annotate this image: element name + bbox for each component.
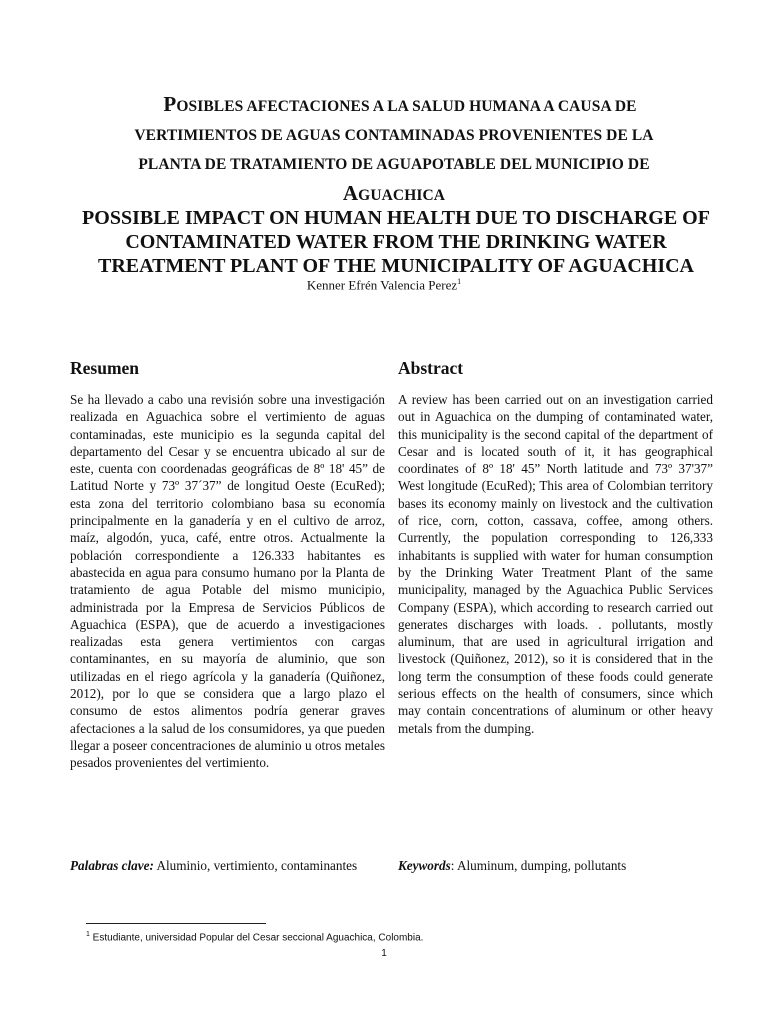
abstract-text: A review has been carried out on an investigation carried out in Aguachica on the dumping of contaminated water, this municipality is the second capital of the department of Cesar and is located south of it, it has geographical coordinates of 8º 18' 45” North latitude and 73º 37'37” West longitude (EcuRed); This area of Colombian territory bases its economy mainly on livestock and the cultivation of rice, corn, cotton, cassava, coffee, among others. Currently, the population corresponding to 126,333 inhabitants is supplied with water for human consumption by the Drinking Water Treatment Plant of the same municipality, managed by the Aguachica Public Services Company (ESPA), which according to research carried out generates discharges with loads. . pollutants, mostly aluminum, that are used in agricultural irrigation and livestock (Quiñonez, 2012), so it is considered that in the long term the consumption of these foods could generate serious effects on the health of consumers, since which may contain concentrations of aluminum or other heavy metals from the dumping.	[398, 392, 713, 736]
spanish-title-line-2: VERTIMIENTOS DE AGUAS CONTAMINADAS PROVENIENTES DE LA	[134, 127, 654, 144]
palabras-clave-label: Palabras clave:	[70, 858, 154, 873]
resumen-text: Se ha llevado a cabo una revisión sobre una investigación realizada en Aguachica sobre el vertimiento de aguas contaminadas, este municipio es la segunda capital del departamento del Cesar y se encuentra ubicado al sur de este, cuenta con coordenadas geográficas de 8º 18' 45” de Latitud Norte y 73º 37´37” de longitud Oeste (EcuRed); esta zona del territorio colombiano basa su economía principalmente en la ganadería y en el cultivo de arroz, maíz, algodón, yuca, café, entre otros. Actualmente la población correspondiente a 126.333 habitantes es abastecida en agua para consumo humano por la Planta de tratamiento de agua Potable del mismo municipio, administrada por la Empresa de Servicios Públicos de Aguachica (ESPA), que de acuerdo a investigaciones realizadas esta genera vertimientos con cargas contaminantes, en su mayoría de aluminio, que son utilizadas en el riego agrícola y la ganadería (Quiñonez, 2012), por lo que se considera que a largo plazo el consumo de estos alimentos podría generar graves afectaciones a la salud de los consumidores, ya que pueden llegar a poseer concentraciones de aluminio u otros metales pesados provenientes del vertimiento.	[70, 392, 385, 771]
page-number: 1	[381, 948, 387, 959]
author-footnote-mark: 1	[457, 277, 462, 286]
resumen-heading: Resumen	[70, 358, 140, 378]
palabras-clave	[70, 857, 385, 874]
abstract-heading: Abstract	[398, 358, 464, 378]
spanish-title-initial: P	[163, 92, 177, 116]
footnote-divider	[86, 923, 266, 924]
palabras-clave-text: Aluminio, vertimiento, contaminantes	[153, 858, 358, 873]
english-title: POSSIBLE IMPACT ON HUMAN HEALTH DUE TO DISCHARGE OF CONTAMINATED WATER FROM THE DRINKING WATER TREATMENT PLANT OF THE MUNICIPALITY OF AGUACHICA	[82, 207, 710, 277]
spanish-title-initial-2: A	[342, 181, 359, 205]
keywords-label: Keywords	[398, 858, 451, 873]
keywords-text: : Aluminum, dumping, pollutants	[450, 858, 627, 873]
footnote	[86, 931, 423, 943]
footnote-text: Estudiante, universidad Popular del Cesar seccional Aguachica, Colombia.	[89, 932, 424, 944]
spanish-title-line-1: OSIBLES AFECTACIONES A LA SALUD HUMANA A CAUSA DE	[176, 98, 637, 115]
spanish-title-line-4: GUACHICA	[358, 187, 446, 204]
keywords	[398, 857, 713, 874]
footnote-mark: 1	[86, 931, 90, 938]
resumen-column	[70, 358, 385, 772]
author-line	[0, 277, 768, 293]
author-name: Kenner Efrén Valencia Perez	[306, 277, 458, 293]
spanish-title	[74, 90, 714, 210]
abstract-column	[398, 358, 713, 737]
spanish-title-line-3: PLANTA DE TRATAMIENTO DE AGUAPOTABLE DEL MUNICIPIO DE	[138, 156, 650, 173]
